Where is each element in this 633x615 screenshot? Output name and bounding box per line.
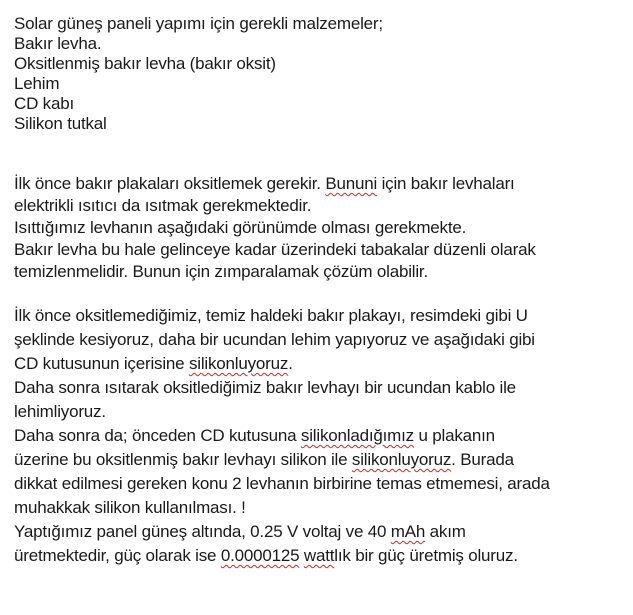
material-item: CD kabı xyxy=(14,94,75,113)
text-run: . xyxy=(288,354,293,373)
text-run: Daha sonra da; önceden CD kutusuna xyxy=(14,426,301,445)
paragraph-line: İlk önce oksitlemediğimiz, temiz haldeki bakır plakayı, resimdeki gibi U xyxy=(14,306,528,325)
text-run: akım xyxy=(425,522,466,541)
paragraph-line xyxy=(14,352,626,376)
paragraph-line: Isıttığımız levhanın aşağıdaki görünümde olması gerekmekte. xyxy=(14,218,467,237)
text-run: Yaptığımız panel güneş altında, 0.25 V voltaj ve 40 xyxy=(14,522,391,541)
material-item: Oksitlenmiş bakır levha (bakır oksit) xyxy=(14,54,276,73)
document-body xyxy=(14,14,626,568)
material-item: Silikon tutkal xyxy=(14,114,107,133)
paragraph-spacer xyxy=(14,134,626,173)
paragraph-oxidation xyxy=(14,173,626,283)
material-item: Bakır levha. xyxy=(14,34,102,53)
paragraph-line xyxy=(14,173,626,195)
paragraph-line: temizlenmelidir. Bunun için zımparalamak çözüm olabilir. xyxy=(14,262,428,281)
text-run: u plakanın xyxy=(413,426,495,445)
paragraph-spacer xyxy=(14,283,626,304)
text-run: CD kutusunun içerisine xyxy=(14,354,189,373)
paragraph-line xyxy=(14,424,626,448)
paragraph-line: elektrikli ısıtıcı da ısıtmak gerekmektedir. xyxy=(14,196,312,215)
text-run: için bakır levhaları xyxy=(377,174,515,193)
paragraph-line: dikkat edilmesi gereken konu 2 levhanın birbirine temas etmemesi, arada xyxy=(14,474,550,493)
text-run: üretmektedir, güç olarak ise xyxy=(14,546,221,565)
paragraph-line xyxy=(14,520,626,544)
materials-list xyxy=(14,14,626,134)
misspelled-word[interactable]: silikonluyoruz xyxy=(188,354,289,373)
paragraph-line xyxy=(14,544,626,568)
paragraph-line: Daha sonra ısıtarak oksitlediğimiz bakır levhayı bir ucundan kablo ile xyxy=(14,378,516,397)
paragraph-line: lehimliyoruz. xyxy=(14,402,106,421)
misspelled-word[interactable]: Bununi xyxy=(325,174,378,193)
materials-heading: Solar güneş paneli yapımı için gerekli malzemeler; xyxy=(14,14,383,33)
paragraph-line: Bakır levha bu hale gelinceye kadar üzerindeki tabakalar düzenli olarak xyxy=(14,240,536,259)
misspelled-word[interactable]: mAh xyxy=(390,522,426,541)
text-run: İlk önce bakır plakaları oksitlemek gerekir. xyxy=(14,174,326,193)
paragraph-line xyxy=(14,448,626,472)
paragraph-assembly xyxy=(14,304,626,568)
text-run: . Burada xyxy=(451,450,514,469)
misspelled-word[interactable]: silikonladığımız xyxy=(300,426,414,445)
misspelled-word[interactable]: silikonluyoruz xyxy=(351,450,452,469)
paragraph-line: muhakkak silikon kullanılması. ! xyxy=(14,498,246,517)
misspelled-word[interactable]: 0.0000125 xyxy=(220,546,300,565)
material-item: Lehim xyxy=(14,74,60,93)
paragraph-line: şeklinde kesiyoruz, daha bir ucundan lehim yapıyoruz ve aşağıdaki gibi xyxy=(14,330,535,349)
text-run: üzerine bu oksitlenmiş bakır levhayı silikon ile xyxy=(14,450,352,469)
misspelled-word[interactable]: watt xyxy=(303,546,335,565)
text-run: lık bir güç üretmiş oluruz. xyxy=(334,546,518,565)
